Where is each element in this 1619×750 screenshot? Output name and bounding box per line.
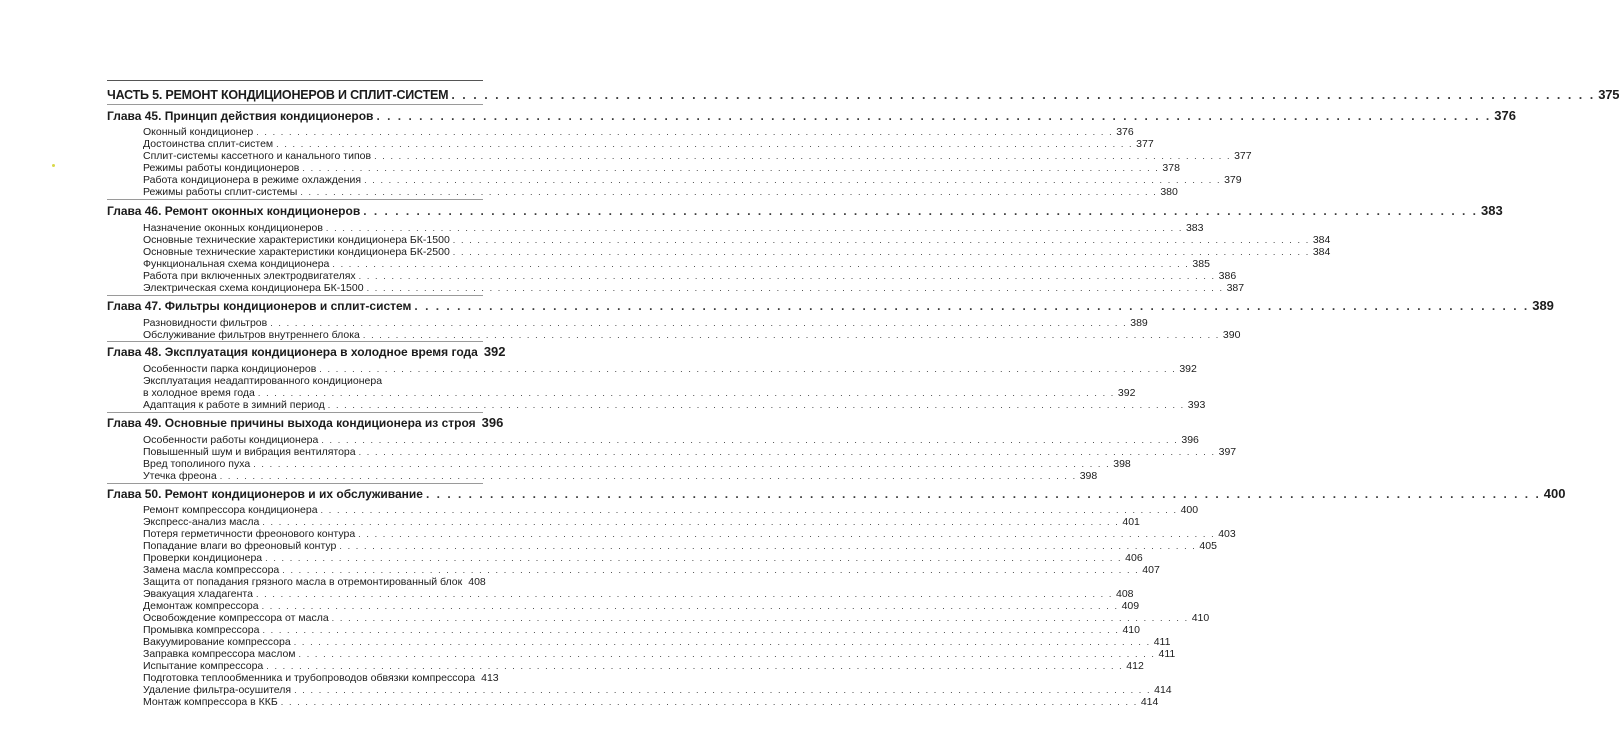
dot-leader: [414, 299, 1529, 313]
entry-title: Монтаж компрессора в ККБ: [143, 696, 278, 708]
divider: [107, 104, 483, 105]
toc-entry: [143, 576, 486, 588]
toc-entry: [143, 470, 1098, 482]
entry-page: 393: [1187, 399, 1206, 411]
dot-leader: [326, 223, 1183, 233]
dot-leader: [270, 318, 1127, 328]
divider: [107, 412, 483, 413]
entry-title: Вред тополиного пуха: [143, 458, 251, 470]
chapter-heading: [107, 344, 506, 359]
entry-page: 406: [1125, 552, 1143, 564]
toc-entry: [143, 150, 1252, 162]
divider: [107, 199, 483, 200]
entry-page: 379: [1224, 174, 1242, 186]
divider: [107, 483, 483, 484]
entry-title-continued: в холодное время года: [143, 387, 255, 399]
chapter-heading: [107, 203, 1503, 218]
dot-leader: [258, 388, 1115, 398]
entry-title: Адаптация к работе в зимний период: [143, 399, 325, 411]
dot-leader: [253, 459, 1110, 469]
entry-page: 409: [1121, 600, 1140, 612]
chapter-page: 392: [483, 344, 506, 359]
dot-leader: [332, 259, 1189, 269]
entry-page: 386: [1218, 270, 1237, 282]
entry-page: 383: [1185, 222, 1204, 234]
toc-entry: [143, 174, 1242, 186]
toc-entry: [143, 504, 1199, 516]
entry-page: 385: [1192, 258, 1210, 270]
chapter-title: Глава 48. Эксплуатация кондиционера в холодное время года: [107, 345, 478, 359]
toc-entry: [143, 126, 1134, 138]
entry-title: Испытание компрессора: [143, 660, 264, 672]
entry-title: Эвакуация хладагента: [143, 588, 253, 600]
entry-title: Сплит-системы кассетного и канального типов: [143, 150, 372, 162]
toc-entry: [143, 270, 1237, 282]
toc-entry: [143, 696, 1159, 708]
entry-page: 392: [1179, 363, 1197, 375]
dot-leader: [319, 364, 1176, 374]
entry-title: Потеря герметичности фреонового контура: [143, 528, 356, 540]
dot-leader: [376, 109, 1491, 123]
entry-title: Работа кондиционера в режиме охлаждения: [143, 174, 362, 186]
dot-leader: [294, 685, 1151, 695]
toc-entry: [143, 138, 1154, 150]
entry-title: Демонтаж компрессора: [143, 600, 259, 612]
dot-leader: [453, 235, 1310, 245]
dot-leader: [256, 127, 1113, 137]
toc-entry: [143, 186, 1178, 198]
entry-page: 396: [1181, 434, 1199, 446]
toc-entry-line: [143, 375, 483, 387]
toc-entry: [143, 564, 1160, 576]
entry-title: Особенности парка кондиционеров: [143, 363, 317, 375]
toc-entry: [143, 258, 1210, 270]
entry-page: 412: [1126, 660, 1144, 672]
dot-leader: [302, 163, 1159, 173]
toc-entry: [143, 329, 1241, 341]
dot-leader: [220, 471, 1077, 481]
chapter-title: Глава 47. Фильтры кондиционеров и сплит-систем: [107, 299, 412, 313]
divider: [107, 295, 483, 296]
dot-leader: [256, 589, 1113, 599]
toc-entry: [143, 540, 1217, 552]
toc-entry: [143, 600, 1140, 612]
dot-leader: [359, 271, 1216, 281]
dot-leader: [299, 649, 1156, 659]
toc-entry: [143, 282, 1245, 294]
entry-title: Назначение оконных кондиционеров: [143, 222, 323, 234]
chapter-heading: [107, 486, 1566, 501]
entry-title: Освобождение компрессора от масла: [143, 612, 329, 624]
toc-entry: [143, 552, 1143, 564]
entry-page: 407: [1142, 564, 1160, 576]
toc-entry: [143, 234, 1331, 246]
toc-entry: [143, 648, 1176, 660]
chapter-heading: [107, 415, 504, 430]
entry-title: Утечка фреона: [143, 470, 217, 482]
dot-leader: [374, 151, 1231, 161]
chapter-heading: [107, 108, 1516, 123]
entry-title: Ремонт компрессора кондиционера: [143, 504, 318, 516]
chapter-heading: [107, 298, 1554, 313]
dot-leader: [367, 283, 1224, 293]
dot-leader: [328, 400, 1185, 410]
dot-leader: [262, 625, 1119, 635]
dot-leader: [363, 204, 1478, 218]
dot-leader: [321, 505, 1178, 515]
chapter-page: 396: [481, 415, 504, 430]
paper-speck: [52, 164, 55, 167]
dot-leader: [266, 661, 1123, 671]
entry-title: Основные технические характеристики кондиционера БК-2500: [143, 246, 450, 258]
chapter-title: Глава 50. Ремонт кондиционеров и их обслуживание: [107, 487, 423, 501]
dot-leader: [282, 565, 1139, 575]
chapter-title: Глава 46. Ремонт оконных кондиционеров: [107, 204, 361, 218]
chapter-page: 376: [1494, 108, 1516, 123]
toc-entry: [143, 672, 499, 684]
entry-page: 414: [1154, 684, 1172, 696]
dot-leader: [363, 330, 1220, 340]
entry-page: 398: [1079, 470, 1098, 482]
entry-page: 410: [1122, 624, 1140, 636]
dot-leader: [332, 613, 1189, 623]
entry-page: 411: [1153, 636, 1171, 648]
toc-entry: [143, 684, 1172, 696]
toc-entry: [143, 387, 1136, 399]
entry-title: Промывка компрессора: [143, 624, 260, 636]
toc-entry: [143, 222, 1204, 234]
dot-leader: [364, 175, 1221, 185]
dot-leader: [265, 553, 1122, 563]
divider: [107, 341, 483, 342]
entry-title: Заправка компрессора маслом: [143, 648, 296, 660]
entry-page: 384: [1312, 246, 1331, 258]
part-title: ЧАСТЬ 5. РЕМОНТ КОНДИЦИОНЕРОВ И СПЛИТ-СИСТЕМ: [107, 88, 449, 102]
dot-leader: [300, 187, 1157, 197]
entry-page: 376: [1116, 126, 1134, 138]
entry-title: Оконный кондиционер: [143, 126, 254, 138]
entry-title: Замена масла компрессора: [143, 564, 280, 576]
toc-entry: [143, 399, 1206, 411]
entry-title: Особенности работы кондиционера: [143, 434, 319, 446]
entry-page: 411: [1158, 648, 1176, 660]
entry-title: Функциональная схема кондиционера: [143, 258, 330, 270]
toc-entry: [143, 612, 1210, 624]
dot-leader: [453, 247, 1310, 257]
entry-page: 380: [1160, 186, 1178, 198]
toc-entry: [143, 458, 1131, 470]
entry-page: 400: [1180, 504, 1199, 516]
toc-entry: [143, 588, 1134, 600]
chapter-page: 389: [1532, 298, 1554, 313]
entry-page: 414: [1140, 696, 1159, 708]
chapter-page: 383: [1481, 203, 1503, 218]
entry-title: Проверки кондиционера: [143, 552, 263, 564]
entry-page: 397: [1218, 446, 1237, 458]
toc-entry: [143, 162, 1180, 174]
toc-entry: [143, 516, 1140, 528]
toc-entry: [143, 434, 1199, 446]
entry-page: 377: [1234, 150, 1252, 162]
entry-page: 377: [1136, 138, 1154, 150]
dot-leader: [426, 487, 1541, 501]
part-heading: [107, 87, 1619, 102]
divider: [107, 80, 483, 81]
entry-page: 384: [1312, 234, 1331, 246]
entry-title: Удаление фильтра-осушителя: [143, 684, 292, 696]
chapter-page: 400: [1543, 486, 1566, 501]
chapter-title: Глава 49. Основные причины выхода кондиционера из строя: [107, 416, 476, 430]
entry-page: 401: [1122, 516, 1140, 528]
entry-page: 387: [1226, 282, 1245, 294]
entry-page: 403: [1218, 528, 1236, 540]
entry-title: Повышенный шум и вибрация вентилятора: [143, 446, 356, 458]
dot-leader: [339, 541, 1196, 551]
entry-page: 408: [1115, 588, 1134, 600]
dot-leader: [359, 447, 1216, 457]
entry-title: Работа при включенных электродвигателях: [143, 270, 356, 282]
entry-title: Режимы работы кондиционеров: [143, 162, 300, 174]
toc-entry: [143, 624, 1140, 636]
entry-title: Достоинства сплит-систем: [143, 138, 274, 150]
entry-page: 390: [1222, 329, 1241, 341]
dot-leader: [262, 517, 1119, 527]
entry-title: Экспресс-анализ масла: [143, 516, 260, 528]
entry-page: 398: [1113, 458, 1131, 470]
toc-entry: [143, 246, 1331, 258]
dot-leader: [281, 697, 1138, 707]
entry-page: 378: [1162, 162, 1180, 174]
dot-leader: [276, 139, 1133, 149]
toc-entry: [143, 528, 1236, 540]
entry-page: 405: [1199, 540, 1217, 552]
entry-page: 408: [468, 576, 486, 588]
toc-entry: [143, 363, 1197, 375]
dot-leader: [321, 435, 1178, 445]
entry-title: Защита от попадания грязного масла в отремонтированный блок: [143, 576, 463, 588]
dot-leader: [262, 601, 1119, 611]
toc-entry: [143, 317, 1148, 329]
entry-title: Эксплуатация неадаптированного кондиционера: [143, 375, 383, 387]
part-page: 375: [1598, 87, 1619, 102]
entry-page: 413: [481, 672, 499, 684]
entry-title: Основные технические характеристики кондиционера БК-1500: [143, 234, 450, 246]
chapter-title: Глава 45. Принцип действия кондиционеров: [107, 109, 374, 123]
entry-page: 410: [1191, 612, 1210, 624]
toc-entry: [143, 660, 1144, 672]
entry-title: Вакуумирование компрессора: [143, 636, 291, 648]
entry-page: 389: [1130, 317, 1148, 329]
dot-leader: [294, 637, 1151, 647]
entry-title: Обслуживание фильтров внутреннего блока: [143, 329, 360, 341]
toc-entry: [143, 446, 1237, 458]
toc-entry: [143, 636, 1171, 648]
dot-leader: [358, 529, 1215, 539]
entry-page: 392: [1117, 387, 1136, 399]
entry-title: Подготовка теплообменника и трубопроводов обвязки компрессора: [143, 672, 476, 684]
dot-leader: [451, 88, 1595, 102]
entry-title: Режимы работы сплит-системы: [143, 186, 298, 198]
entry-title: Разновидности фильтров: [143, 317, 268, 329]
entry-title: Попадание влаги во фреоновый контур: [143, 540, 337, 552]
entry-title: Электрическая схема кондиционера БК-1500: [143, 282, 364, 294]
